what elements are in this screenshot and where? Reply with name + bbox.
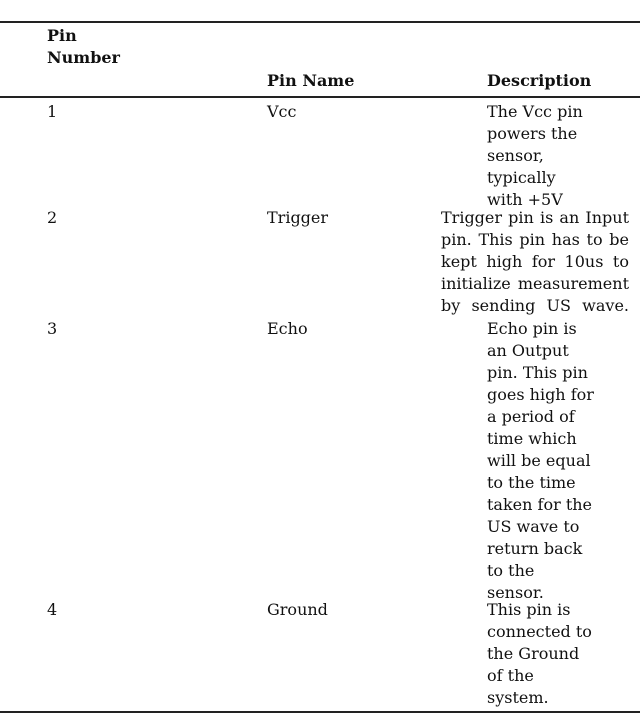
header-pin-number <box>47 25 120 69</box>
header-line: Pin <box>47 26 77 45</box>
header-pin-name: Pin Name <box>267 71 355 90</box>
description-line: an Output <box>487 341 569 360</box>
description-line: sensor. <box>487 583 544 602</box>
description-line: time which <box>487 429 577 448</box>
description-line: initialize measurement <box>441 274 629 293</box>
description-line: the Ground <box>487 644 580 663</box>
description-line: to the <box>487 561 535 580</box>
description-line: sensor, <box>487 146 544 165</box>
header-description: Description <box>487 71 592 90</box>
pin-number-cell: 3 <box>47 319 58 338</box>
header-line: Number <box>47 48 120 67</box>
description-line: will be equal <box>487 451 591 470</box>
description-line: to the time <box>487 473 576 492</box>
description-line: pin. This pin <box>487 363 588 382</box>
description-line: of the <box>487 666 534 685</box>
description-line: connected to <box>487 622 592 641</box>
description-line: kept high for 10us to <box>441 252 629 271</box>
description-line: a period of <box>487 407 575 426</box>
description-line: goes high for <box>487 385 594 404</box>
description-line: US wave to <box>487 517 580 536</box>
description-line: system. <box>487 688 549 707</box>
header-rule <box>0 96 640 98</box>
description-line: This pin is <box>487 600 571 619</box>
description-line: pin. This pin has to be <box>441 230 629 249</box>
description-line: with +5V <box>487 190 563 209</box>
description-cell <box>487 599 592 709</box>
description-line: Trigger pin is an Input <box>441 208 629 227</box>
description-cell <box>487 101 583 211</box>
description-line: The Vcc pin <box>487 102 583 121</box>
description-line: powers the <box>487 124 578 143</box>
pin-number-cell: 4 <box>47 600 58 619</box>
pin-name-cell: Ground <box>267 600 328 619</box>
pin-number-cell: 1 <box>47 102 58 121</box>
description-line: by sending US wave. <box>441 296 629 315</box>
description-cell <box>441 207 629 317</box>
pin-name-cell: Trigger <box>267 208 329 227</box>
bottom-rule <box>0 711 640 713</box>
description-line: typically <box>487 168 556 187</box>
pin-name-cell: Echo <box>267 319 308 338</box>
description-cell <box>487 318 594 604</box>
description-line: return back <box>487 539 583 558</box>
description-line: taken for the <box>487 495 593 514</box>
pin-name-cell: Vcc <box>267 102 297 121</box>
top-rule <box>0 21 640 23</box>
description-line: Echo pin is <box>487 319 577 338</box>
pin-number-cell: 2 <box>47 208 58 227</box>
